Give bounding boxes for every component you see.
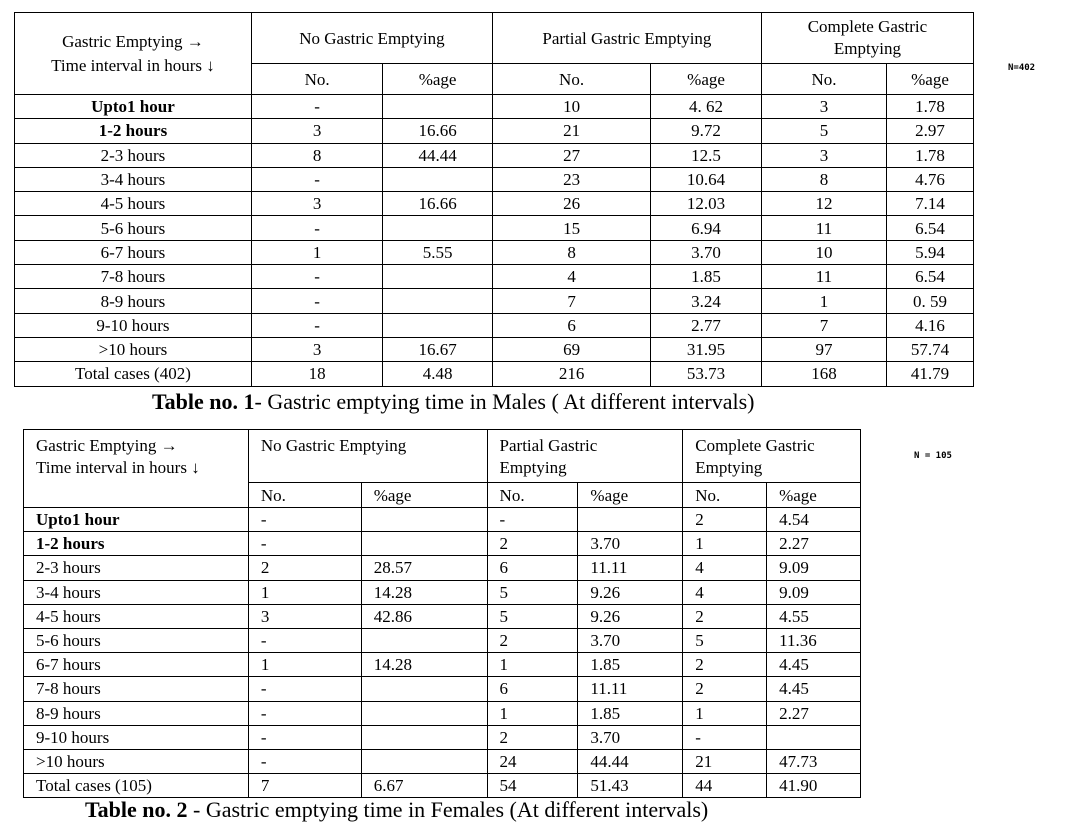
table-row [15,265,974,289]
caption-text: - Gastric emptying time in Males ( At different intervals) [254,389,755,414]
row-label-cell: 8-9 hours [24,701,249,725]
table-cell: 41.79 [887,362,974,386]
table-cell: - [251,216,382,240]
table-cell: 11.11 [578,556,683,580]
table-cell: 53.73 [651,362,762,386]
table-cell: 21 [683,749,767,773]
table-cell [383,289,493,313]
table-cell: 9.26 [578,580,683,604]
table-cell: 1 [761,289,886,313]
table-cell: - [487,508,578,532]
subcol-header: No. [487,483,578,508]
table-cell [361,508,487,532]
table-cell [383,95,493,119]
table-row [15,289,974,313]
row-label-cell: >10 hours [24,749,249,773]
caption-bold: Table no. 2 [85,797,188,822]
table-cell: 9.72 [651,119,762,143]
table-cell [361,749,487,773]
table-cell: 2.97 [887,119,974,143]
table-row [15,362,974,386]
table-cell: 18 [251,362,382,386]
table-cell: 44.44 [578,749,683,773]
table-cell: 7 [761,313,886,337]
table-cell: 11.36 [767,628,861,652]
row-label-cell: 4-5 hours [15,192,252,216]
table-cell: - [248,701,361,725]
table-cell: 14.28 [361,653,487,677]
table-cell: 2 [487,532,578,556]
table-cell: 4.76 [887,167,974,191]
table-cell: - [248,725,361,749]
table-row [24,653,861,677]
table-cell [578,508,683,532]
table-row [15,143,974,167]
table-cell: 1.85 [651,265,762,289]
group-header-partial: Partial Gastric Emptying [487,430,683,483]
table-row [15,192,974,216]
table-cell: 11.11 [578,677,683,701]
table-cell: 23 [492,167,650,191]
table-cell: 4.48 [383,362,493,386]
table-cell: 42.86 [361,604,487,628]
table-cell: 6 [492,313,650,337]
table-cell: 1 [683,532,767,556]
table-cell: 4.54 [767,508,861,532]
table-cell: 16.66 [383,192,493,216]
table-row [24,508,861,532]
table-cell: 11 [761,265,886,289]
table-row [15,95,974,119]
row-label-cell: 4-5 hours [24,604,249,628]
table-cell: 9.09 [767,556,861,580]
subcol-header: %age [361,483,487,508]
table-cell: - [251,265,382,289]
table-cell: 3 [761,95,886,119]
table-row [15,313,974,337]
table-cell: 168 [761,362,886,386]
table-cell: - [248,677,361,701]
table-cell: 2.77 [651,313,762,337]
row-label-cell: Total cases (402) [15,362,252,386]
table-cell: - [248,532,361,556]
corner-header [15,13,252,95]
table-cell [383,167,493,191]
table-cell: 2.27 [767,532,861,556]
table-cell: 7 [248,774,361,798]
table-cell: 1 [251,240,382,264]
table-cell: 21 [492,119,650,143]
table-cell: 12.5 [651,143,762,167]
row-label-cell: 9-10 hours [15,313,252,337]
table-cell: 2 [487,628,578,652]
table-cell: - [248,749,361,773]
row-label-cell: 5-6 hours [15,216,252,240]
table1-caption [152,389,754,415]
caption-text: - Gastric emptying time in Females (At different intervals) [187,797,709,822]
table-cell: 51.43 [578,774,683,798]
table-cell: 12 [761,192,886,216]
table-cell: 28.57 [361,556,487,580]
table-cell: 4.45 [767,677,861,701]
table-row [24,604,861,628]
table-cell [383,216,493,240]
row-label-cell: Upto1 hour [15,95,252,119]
sample-size-label: N=402 [1008,63,1036,73]
table-cell: 4 [683,580,767,604]
table-cell: 7 [492,289,650,313]
table-cell: 2.27 [767,701,861,725]
table-row [15,167,974,191]
table-cell: 4.55 [767,604,861,628]
corner-line-2: Time interval in hours ↓ [36,458,200,478]
table-cell: 47.73 [767,749,861,773]
table-cell: 9.26 [578,604,683,628]
table-cell: - [251,289,382,313]
subcol-header: No. [761,64,886,95]
table-cell: 1 [487,701,578,725]
table-cell: 9.09 [767,580,861,604]
group-header-no-emptying: No Gastric Emptying [251,13,492,64]
subcol-header: No. [492,64,650,95]
table-cell: 4.16 [887,313,974,337]
row-label-cell: Total cases (105) [24,774,249,798]
table-cell: 24 [487,749,578,773]
table-cell: 3.70 [651,240,762,264]
table-cell: 3.70 [578,532,683,556]
table-row [15,337,974,361]
caption-bold: Table no. 1 [152,389,255,414]
table-row [24,774,861,798]
table-cell [361,628,487,652]
subcol-header: %age [887,64,974,95]
table-cell: 2 [248,556,361,580]
table-cell: 10 [761,240,886,264]
row-label-cell: 1-2 hours [24,532,249,556]
table-cell: 2 [487,725,578,749]
table-cell: 15 [492,216,650,240]
table-row [24,532,861,556]
corner-line-2: Time interval in hours ↓ [51,55,215,75]
table-cell: 4 [683,556,767,580]
table-cell [361,725,487,749]
subcol-header: %age [383,64,493,95]
table-cell: 3 [251,337,382,361]
table-cell: 1 [248,580,361,604]
table-cell: 8 [492,240,650,264]
table2-caption [85,797,708,823]
table-cell: 3.70 [578,725,683,749]
table-cell [383,313,493,337]
row-label-cell: 2-3 hours [15,143,252,167]
row-label-cell: 5-6 hours [24,628,249,652]
row-label-cell: 3-4 hours [24,580,249,604]
table-cell: 6.67 [361,774,487,798]
row-label-cell: 1-2 hours [15,119,252,143]
table-cell: 44.44 [383,143,493,167]
table-cell: - [251,167,382,191]
subcol-header: %age [651,64,762,95]
row-label-cell: 6-7 hours [15,240,252,264]
table-cell: - [248,628,361,652]
group-header-complete: Complete Gastric Emptying [683,430,861,483]
table-cell: 1.85 [578,701,683,725]
table-cell: 5 [487,580,578,604]
table-cell: 2 [683,604,767,628]
corner-header [24,430,249,508]
table-cell [383,265,493,289]
table-cell: 0. 59 [887,289,974,313]
table-cell: - [251,313,382,337]
table-cell: 6 [487,556,578,580]
row-label-cell: 6-7 hours [24,653,249,677]
table-cell: 3 [248,604,361,628]
table-cell [361,677,487,701]
table-cell: 44 [683,774,767,798]
table-cell: 27 [492,143,650,167]
table-cell: 6.54 [887,265,974,289]
table-cell: 1.78 [887,143,974,167]
females-gastric-table [23,429,861,798]
table-cell: 6 [487,677,578,701]
corner-line-1: Gastric Emptying → [62,31,204,51]
table-cell: 1.78 [887,95,974,119]
table-cell: 1.85 [578,653,683,677]
table-row [15,119,974,143]
table-cell: 10 [492,95,650,119]
table-cell: 97 [761,337,886,361]
table-cell: - [683,725,767,749]
table-cell [361,701,487,725]
table-row [24,580,861,604]
table-cell: 5 [761,119,886,143]
table-cell: 14.28 [361,580,487,604]
table-cell: 16.67 [383,337,493,361]
group-header-no-emptying: No Gastric Emptying [248,430,487,483]
table-cell [361,532,487,556]
subcol-header: No. [248,483,361,508]
table-cell: 6.54 [887,216,974,240]
corner-line-1: Gastric Emptying → [36,436,178,455]
table-cell: 4 [492,265,650,289]
row-label-cell: 2-3 hours [24,556,249,580]
table-cell: 16.66 [383,119,493,143]
table-row [15,216,974,240]
table-cell: - [248,508,361,532]
table-cell: 10.64 [651,167,762,191]
row-label-cell: >10 hours [15,337,252,361]
table-row [24,701,861,725]
group-header-complete: Complete Gastric Emptying [761,13,973,64]
table-cell: 2 [683,508,767,532]
row-label-cell: Upto1 hour [24,508,249,532]
table-row [24,749,861,773]
table-cell: 3 [251,192,382,216]
table-cell: 3 [761,143,886,167]
group-header-partial: Partial Gastric Emptying [492,13,761,64]
table-cell: 1 [487,653,578,677]
table-row [24,556,861,580]
subcol-header: No. [683,483,767,508]
table-cell: 8 [251,143,382,167]
table-cell [767,725,861,749]
table-cell: 7.14 [887,192,974,216]
males-gastric-table [14,12,974,387]
table-cell: 54 [487,774,578,798]
table-cell: 216 [492,362,650,386]
table-cell: 5.55 [383,240,493,264]
table-cell: 57.74 [887,337,974,361]
table-cell: 12.03 [651,192,762,216]
table-cell: 1 [683,701,767,725]
table-cell: 3.70 [578,628,683,652]
table-cell: 31.95 [651,337,762,361]
table-cell: 6.94 [651,216,762,240]
subcol-header: %age [767,483,861,508]
table-cell: 69 [492,337,650,361]
table-row [24,677,861,701]
table-cell: 26 [492,192,650,216]
row-label-cell: 9-10 hours [24,725,249,749]
table-row [24,628,861,652]
row-label-cell: 8-9 hours [15,289,252,313]
table-cell: 4. 62 [651,95,762,119]
table-row [15,240,974,264]
table-cell: 11 [761,216,886,240]
table-cell: 1 [248,653,361,677]
table-cell: 2 [683,677,767,701]
row-label-cell: 7-8 hours [24,677,249,701]
table-cell: 5.94 [887,240,974,264]
table-cell: 8 [761,167,886,191]
table-cell: 2 [683,653,767,677]
table-cell: 41.90 [767,774,861,798]
subcol-header: No. [251,64,382,95]
sample-size-label: N = 105 [914,451,952,461]
row-label-cell: 3-4 hours [15,167,252,191]
table-row [24,725,861,749]
table-cell: - [251,95,382,119]
table-cell: 5 [487,604,578,628]
table-cell: 5 [683,628,767,652]
table-cell: 4.45 [767,653,861,677]
table-cell: 3 [251,119,382,143]
row-label-cell: 7-8 hours [15,265,252,289]
subcol-header: %age [578,483,683,508]
table-cell: 3.24 [651,289,762,313]
